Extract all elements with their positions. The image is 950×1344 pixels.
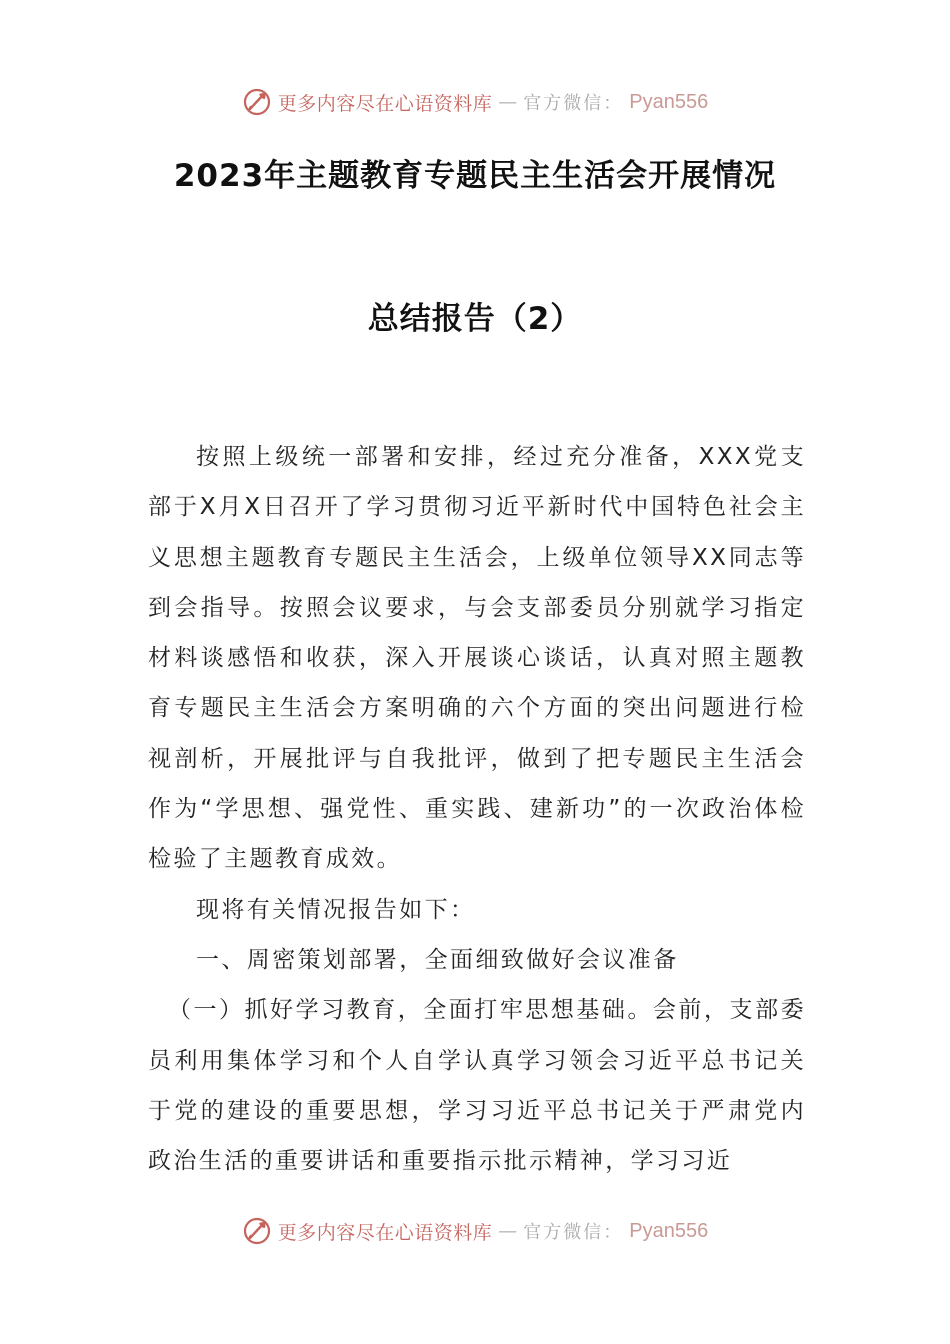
section-heading-1: 一、周密策划部署，全面细致做好会议准备 (196, 946, 679, 973)
paragraph-subsection-1: （一）抓好学习教育，全面打牢思想基础。会前，支部委员利用集体学习和个人自学认真学习领会习近平总书记关于党的建设的重要思想，学习习近平总书记关于严肃党内政治生活的重要讲话和重要指示批示精神，学习习近 (148, 997, 806, 1175)
banner-dash: — (498, 1220, 518, 1242)
quill-logo-icon (242, 87, 272, 117)
paragraph-report-lead: 现将有关情况报告如下： (196, 896, 476, 923)
paragraph-intro: 按照上级统一部署和安排，经过充分准备，XXX党支部于X月X日召开了学习贯彻习近平新时代中国特色社会主义思想主题教育专题民主生活会，上级单位领导XX同志等到会指导。按照会议要求，与会支部委员分别就学习指定材料谈感悟和收获，深入开展谈心谈话，认真对照主题教育专题民主生活会方案明确的六个方面的突出问题进行检视剖析，开展批评与自我批评，做到了把专题民主生活会作为“学思想、强党性、重实践、建新功”的一次政治体检检验了主题教育成效。 (148, 444, 806, 873)
document-title-line-2: 总结报告（2） (367, 301, 583, 337)
banner-main-text: 更多内容尽在心语资料库 (277, 92, 493, 115)
banner-main-text: 更多内容尽在心语资料库 (277, 1221, 493, 1244)
header-watermark-banner (0, 80, 950, 124)
banner-wechat-id: Pyan556 (629, 1219, 709, 1242)
banner-wechat-label: 官方微信： (523, 93, 624, 114)
footer-watermark-banner (0, 1209, 950, 1253)
banner-wechat-id: Pyan556 (629, 90, 709, 113)
document-title-line-1: 2023年主题教育专题民主生活会开展情况 (173, 158, 777, 194)
banner-wechat-label: 官方微信： (523, 1222, 624, 1243)
document-body (148, 432, 806, 1186)
banner-dash: — (498, 91, 518, 113)
quill-logo-icon (242, 1216, 272, 1246)
